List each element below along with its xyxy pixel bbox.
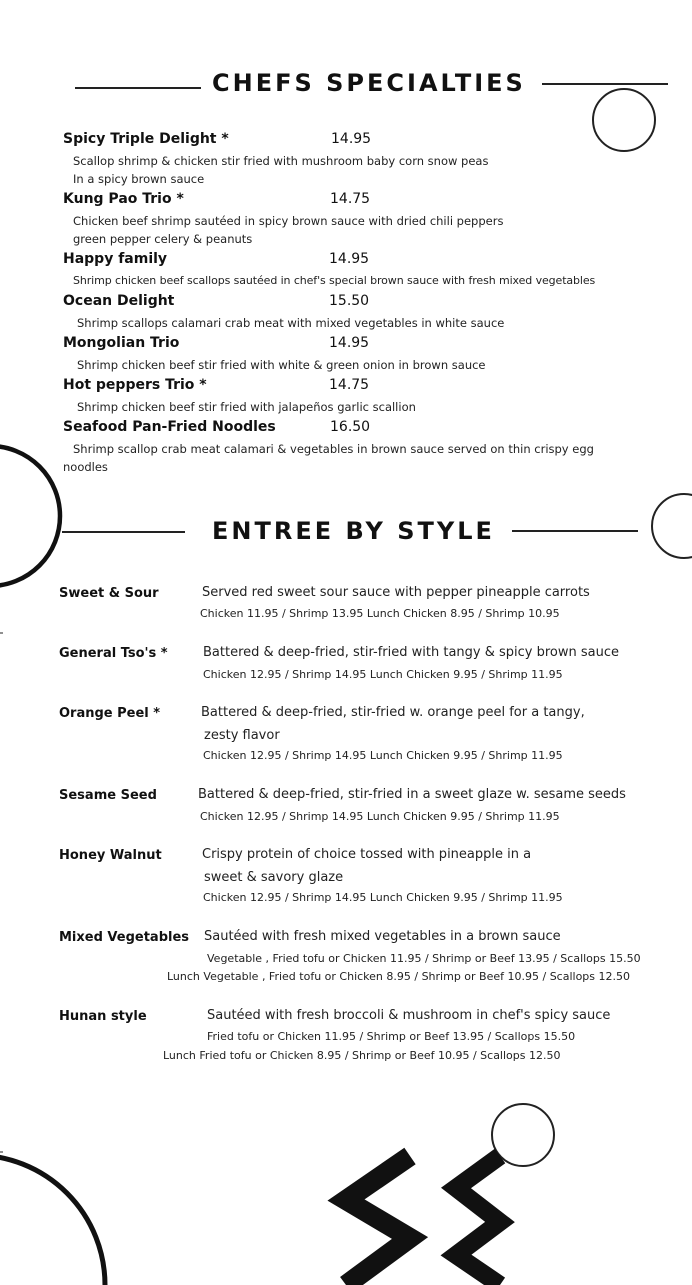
menu-item-description: In a spicy brown sauce (73, 172, 205, 186)
menu-item-description: Scallop shrimp & chicken stir fried with mushroom baby corn snow peas (73, 154, 489, 168)
style-item-description: Served red sweet sour sauce with pepper pineapple carrots (202, 585, 590, 600)
style-item-name: Sweet & Sour (59, 586, 159, 601)
menu-item-description: Chicken beef shrimp sautéed in spicy brown sauce with dried chili peppers (73, 214, 504, 228)
menu-item-name: Ocean Delight (63, 293, 175, 309)
style-item-description: Sautéed with fresh broccoli & mushroom in chef's spicy sauce (207, 1008, 611, 1023)
style-item-name: Orange Peel * (59, 706, 161, 721)
circle-bottom-right-icon (492, 1104, 554, 1166)
menu-item-name: Mongolian Trio (63, 335, 180, 351)
heading-rule-right (512, 530, 638, 532)
zigzag-left-icon (346, 1156, 410, 1285)
style-item-description: sweet & savory glaze (204, 870, 344, 885)
style-item-prices: Fried tofu or Chicken 11.95 / Shrimp or Beef 13.95 / Scallops 15.50 (207, 1030, 576, 1043)
heading-rule-right (542, 83, 668, 85)
menu-item-price: 14.75 (329, 377, 370, 393)
style-item-name: Mixed Vegetables (59, 930, 190, 945)
menu-item-price: 14.95 (331, 131, 372, 147)
entree-by-style-heading: ENTREE BY STYLE (212, 517, 495, 545)
style-item-description: Battered & deep-fried, stir-fried in a sweet glaze w. sesame seeds (198, 787, 626, 802)
heading-rule-left (75, 87, 201, 89)
circle-right-mid-icon (652, 494, 692, 558)
style-item-prices: Chicken 12.95 / Shrimp 14.95 Lunch Chicken 9.95 / Shrimp 11.95 (203, 891, 563, 904)
menu-item-price: 16.50 (330, 419, 371, 435)
style-item-prices: Vegetable , Fried tofu or Chicken 11.95 / Shrimp or Beef 13.95 / Scallops 15.50 (207, 952, 641, 965)
menu-item-price: 14.95 (329, 251, 370, 267)
style-item-name: General Tso's * (59, 646, 168, 661)
style-item-description: Crispy protein of choice tossed with pineapple in a (202, 847, 532, 862)
style-item-prices: Lunch Fried tofu or Chicken 8.95 / Shrimp or Beef 10.95 / Scallops 12.50 (163, 1049, 561, 1062)
menu-item-description: Shrimp chicken beef stir fried with jalapeños garlic scallion (77, 400, 416, 414)
menu-item-price: 15.50 (329, 293, 370, 309)
menu-item-name: Seafood Pan-Fried Noodles (63, 419, 276, 435)
style-item-prices: Lunch Vegetable , Fried tofu or Chicken 8.95 / Shrimp or Beef 10.95 / Scallops 12.50 (167, 970, 631, 983)
menu-item-description: noodles (63, 460, 108, 474)
chefs-specialties-heading: CHEFS SPECIALTIES (212, 69, 526, 97)
menu-item-description: Shrimp scallop crab meat calamari & vegetables in brown sauce served on thin crispy egg (73, 442, 594, 456)
menu-item-name: Kung Pao Trio * (63, 191, 184, 207)
style-item-description: Battered & deep-fried, stir-fried w. orange peel for a tangy, (201, 705, 585, 720)
style-item-name: Sesame Seed (59, 788, 157, 803)
menu-item-name: Happy family (63, 251, 168, 267)
style-item-prices: Chicken 12.95 / Shrimp 14.95 Lunch Chicken 9.95 / Shrimp 11.95 (203, 668, 563, 681)
heading-rule-left (62, 531, 185, 533)
style-item-description: zesty flavor (204, 728, 280, 743)
style-item-prices: Chicken 11.95 / Shrimp 13.95 Lunch Chicken 8.95 / Shrimp 10.95 (200, 607, 560, 620)
circle-top-right-icon (593, 89, 655, 151)
style-item-description: Battered & deep-fried, stir-fried with tangy & spicy brown sauce (203, 645, 619, 660)
menu-item-price: 14.75 (330, 191, 371, 207)
style-item-name: Honey Walnut (59, 848, 162, 863)
style-item-prices: Chicken 12.95 / Shrimp 14.95 Lunch Chicken 9.95 / Shrimp 11.95 (203, 749, 563, 762)
zigzag-right-icon (456, 1156, 500, 1285)
circle-left-mid-icon (0, 446, 60, 586)
style-item-prices: Chicken 12.95 / Shrimp 14.95 Lunch Chicken 9.95 / Shrimp 11.95 (200, 810, 560, 823)
menu-item-price: 14.95 (329, 335, 370, 351)
menu-item-description: Shrimp scallops calamari crab meat with mixed vegetables in white sauce (77, 316, 505, 330)
style-item-name: Hunan style (59, 1009, 147, 1024)
menu-item-description: Shrimp chicken beef scallops sautéed in chef's special brown sauce with fresh mixed vegetables (73, 274, 596, 287)
menu-item-name: Hot peppers Trio * (63, 377, 207, 393)
menu-item-description: Shrimp chicken beef stir fried with white & green onion in brown sauce (77, 358, 486, 372)
menu-item-description: green pepper celery & peanuts (73, 232, 253, 246)
menu-item-name: Spicy Triple Delight * (63, 131, 229, 147)
style-item-description: Sautéed with fresh mixed vegetables in a brown sauce (204, 929, 561, 944)
circle-bottom-left-icon (0, 1155, 105, 1285)
